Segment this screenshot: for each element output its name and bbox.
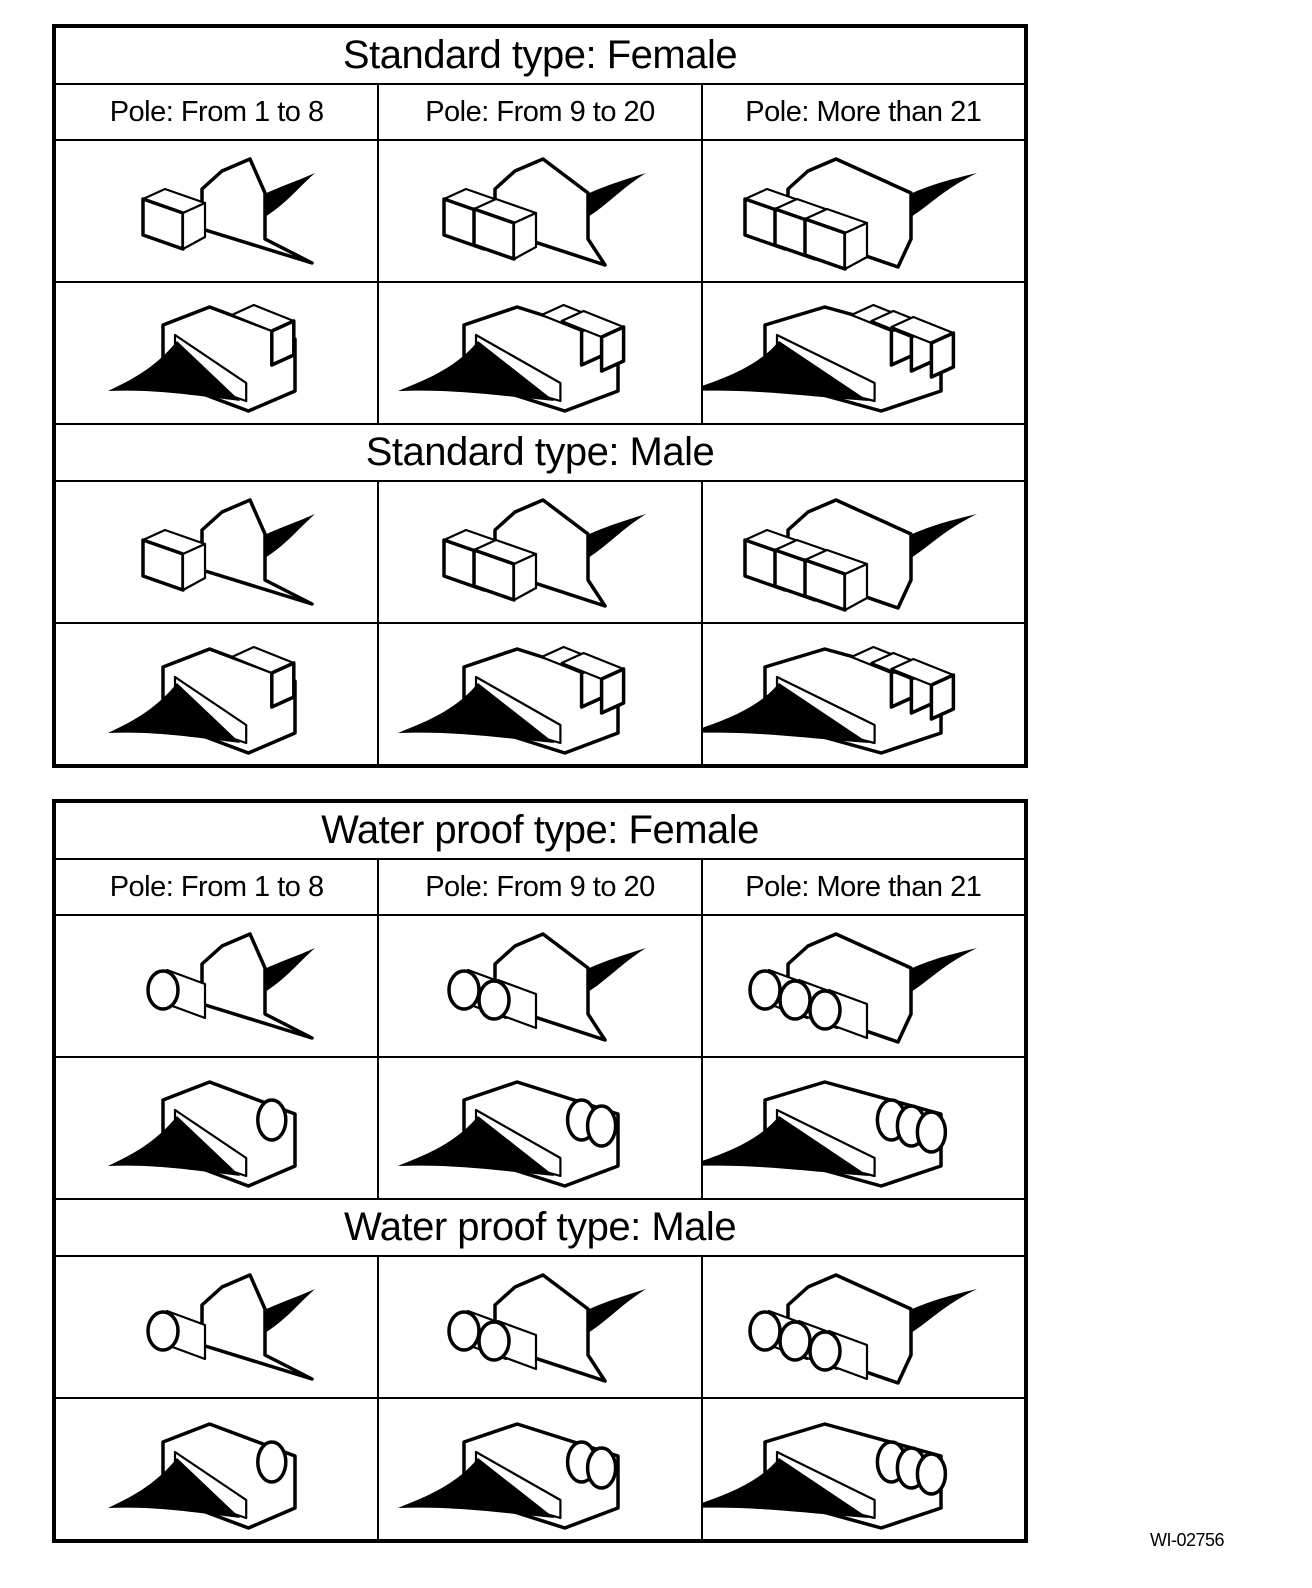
connector-housing-rear-icon xyxy=(380,627,700,763)
connector-housing-front-icon xyxy=(57,484,377,620)
connector-housing-front-icon xyxy=(703,484,1023,620)
connector-housing-rear-icon xyxy=(57,1402,377,1538)
standard-column-headers xyxy=(56,85,1024,141)
connector-housing-rear-icon xyxy=(703,1402,1023,1538)
cell xyxy=(703,482,1024,622)
connector-housing-rear-icon xyxy=(380,285,700,421)
cell xyxy=(379,1257,702,1397)
cell xyxy=(379,283,702,423)
cell xyxy=(56,624,379,766)
connector-housing-front-icon xyxy=(703,1259,1023,1395)
cell xyxy=(56,283,379,423)
connector-housing-front-icon xyxy=(703,143,1023,279)
connector-housing-front-icon xyxy=(57,1259,377,1395)
figure-code: WI-02756 xyxy=(1150,1530,1225,1550)
cell xyxy=(703,916,1024,1056)
cell xyxy=(379,624,702,766)
cell xyxy=(56,141,379,281)
cell xyxy=(56,1257,379,1397)
connector-housing-rear-icon xyxy=(380,1402,700,1538)
cell xyxy=(703,141,1024,281)
waterproof-male-title: Water proof type: Male xyxy=(56,1200,1024,1257)
column-header-more-than-21: Pole: More than 21 xyxy=(745,870,982,903)
waterproof-column-headers xyxy=(56,860,1024,916)
column-header-9-to-20: Pole: From 9 to 20 xyxy=(379,85,702,139)
cell xyxy=(379,1058,702,1198)
standard-female-front-row xyxy=(56,141,1024,283)
connector-housing-front-icon xyxy=(703,918,1023,1054)
cell xyxy=(703,1399,1024,1541)
column-header-9-to-20: Pole: From 9 to 20 xyxy=(379,860,702,914)
connector-housing-front-icon xyxy=(380,918,700,1054)
cell xyxy=(379,916,702,1056)
standard-type-table xyxy=(52,24,1028,768)
connector-housing-front-icon xyxy=(380,143,700,279)
cell xyxy=(56,1058,379,1198)
standard-male-title: Standard type: Male xyxy=(56,425,1024,482)
cell xyxy=(379,1399,702,1541)
cell xyxy=(703,283,1024,423)
column-header-1-to-8: Pole: From 1 to 8 xyxy=(56,85,379,139)
standard-female-title: Standard type: Female xyxy=(56,28,1024,85)
standard-male-rear-row xyxy=(56,624,1024,766)
waterproof-male-rear-row xyxy=(56,1399,1024,1541)
column-header-1-to-8: Pole: From 1 to 8 xyxy=(56,860,379,914)
standard-female-rear-row xyxy=(56,283,1024,425)
cell xyxy=(703,624,1024,766)
connector-housing-front-icon xyxy=(380,1259,700,1395)
cell xyxy=(56,482,379,622)
cell xyxy=(56,916,379,1056)
connector-housing-front-icon xyxy=(57,143,377,279)
cell xyxy=(379,482,702,622)
waterproof-female-rear-row xyxy=(56,1058,1024,1200)
connector-housing-rear-icon xyxy=(57,627,377,763)
cell xyxy=(379,141,702,281)
cell xyxy=(703,1257,1024,1397)
connector-housing-rear-icon xyxy=(57,285,377,421)
connector-housing-front-icon xyxy=(380,484,700,620)
column-header-more-than-21: Pole: More than 21 xyxy=(745,95,982,128)
waterproof-type-table xyxy=(52,799,1028,1543)
cell xyxy=(56,1399,379,1541)
waterproof-male-front-row xyxy=(56,1257,1024,1399)
waterproof-female-front-row xyxy=(56,916,1024,1058)
connector-housing-rear-icon xyxy=(57,1060,377,1196)
waterproof-female-title: Water proof type: Female xyxy=(56,803,1024,860)
connector-housing-rear-icon xyxy=(703,1060,1023,1196)
connector-housing-rear-icon xyxy=(703,627,1023,763)
connector-housing-rear-icon xyxy=(380,1060,700,1196)
connector-housing-rear-icon xyxy=(703,285,1023,421)
connector-housing-front-icon xyxy=(57,918,377,1054)
standard-male-front-row xyxy=(56,482,1024,624)
cell xyxy=(703,1058,1024,1198)
